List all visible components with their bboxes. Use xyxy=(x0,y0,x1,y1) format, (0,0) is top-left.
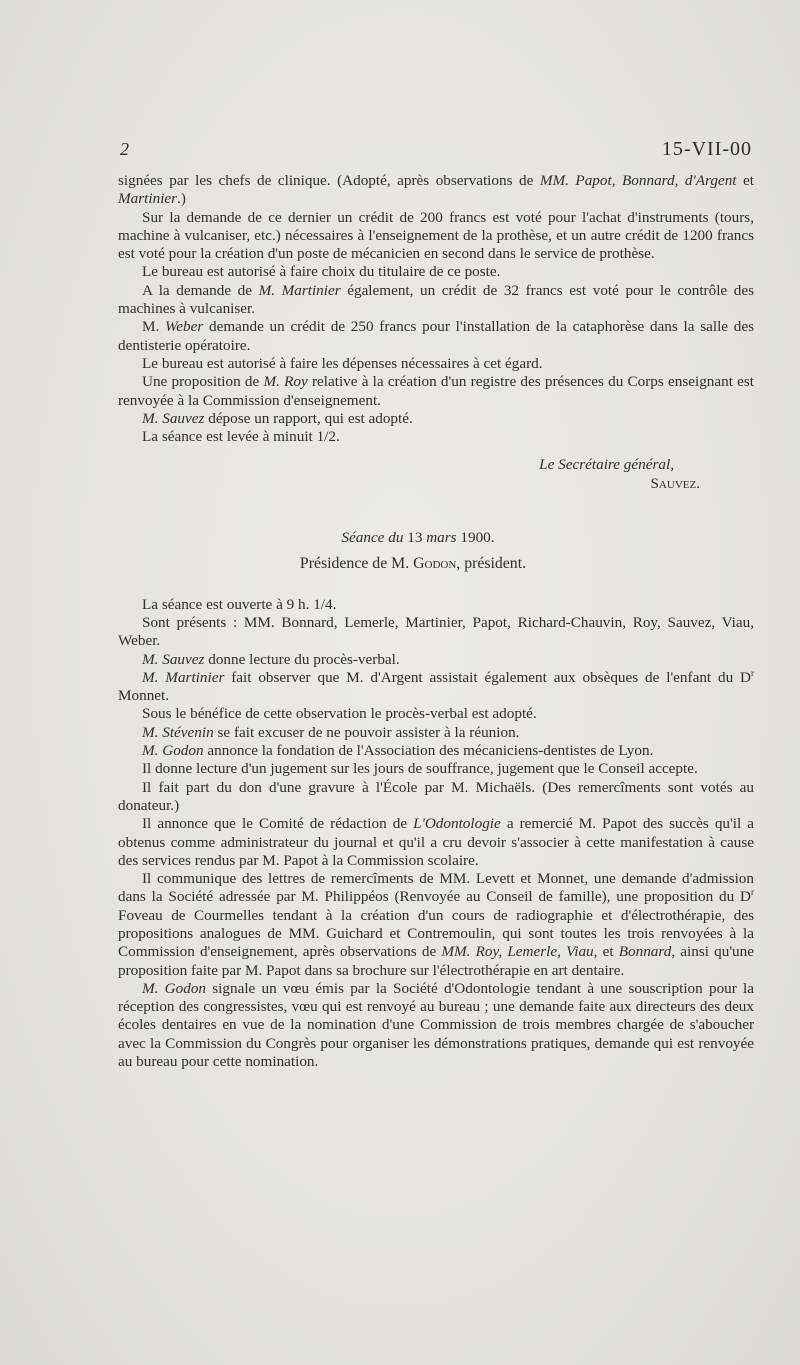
name-italic: M. Martinier xyxy=(142,668,225,686)
text: 13 xyxy=(407,529,423,547)
text: également, un crédit de 32 francs est voté pour le contrôle des machines à vulcaniser. xyxy=(118,281,754,318)
superscript: r xyxy=(751,887,754,898)
text: mars xyxy=(422,529,461,547)
name-italic: Bonnard xyxy=(618,943,672,961)
paragraph: La séance est levée à minuit 1/2. xyxy=(142,428,340,446)
signature-name: Sauvez. xyxy=(650,474,700,492)
text: Monnet. xyxy=(118,687,170,705)
name-italic: M. Sauvez xyxy=(142,409,205,427)
text: Une proposition de xyxy=(142,373,264,391)
paragraph: Sous le bénéfice de cette observation le procès-verbal est adopté. xyxy=(142,705,537,723)
page-header xyxy=(120,138,752,161)
page-body xyxy=(118,172,754,1071)
paragraph xyxy=(118,318,754,355)
names-italic: MM. Papot, Bonnard, d'Argent xyxy=(539,172,737,189)
text: dépose un rapport, qui est adopté. xyxy=(204,409,413,427)
text: annonce la fondation de l'Association des mécaniciens-dentistes de Lyon. xyxy=(203,742,654,760)
paragraph xyxy=(118,373,754,410)
superscript: r xyxy=(751,667,754,678)
signature-role: Le Secrétaire général, xyxy=(539,456,674,474)
paragraph: La séance est ouverte à 9 h. 1/4. xyxy=(142,595,337,613)
text: 1900. xyxy=(460,529,495,547)
name-italic: M. Godon xyxy=(142,979,207,997)
paragraph xyxy=(118,870,754,980)
paragraph xyxy=(118,282,754,319)
text: .) xyxy=(177,190,186,208)
text: signées par les chefs de clinique. (Adopté, après observations de xyxy=(118,172,540,189)
text: Séance du xyxy=(341,529,408,547)
text: , ainsi qu'une proposition faite par M. Papot dans sa brochure sur l'électrothérapie en art dentaire. xyxy=(118,943,754,979)
text: M. xyxy=(142,318,166,336)
text: Il annonce que le Comité de rédaction de xyxy=(142,815,414,833)
text: demande un crédit de 250 francs pour l'installation de la cataphorèse dans la salle des dentisterie opératoire. xyxy=(118,318,754,354)
text: relative à la création d'un registre des présences du Corps enseignant est renvoyée à la Commission d'enseignement. xyxy=(118,373,755,409)
text: , président. xyxy=(456,555,527,573)
names-italic: MM. Roy, Lemerle, Viau xyxy=(441,943,594,961)
text: A la demande de xyxy=(142,281,259,299)
text: Présidence de M. xyxy=(299,555,414,573)
name-italic: M. Martinier xyxy=(258,281,341,299)
text: donne lecture du procès-verbal. xyxy=(204,650,400,668)
paragraph xyxy=(118,410,754,428)
text: Il communique des lettres de remercîments de MM. Levett et Monnet, une demande d'admission dans la Société adressée par M. Philippéos (Renvoyée au Conseil de famille), une proposition du D xyxy=(118,870,754,906)
name-italic: Weber xyxy=(165,318,204,336)
text: a remercié M. Papot des succès qu'il a obtenus comme administrateur du journal et qu'il a cru devoir s'associer à cette manifestation à cause des services rendus par M. Papot à la Commission scolaire. xyxy=(118,815,754,869)
header-date: 15-VII-00 xyxy=(661,138,752,160)
session-title xyxy=(82,529,754,547)
paragraph xyxy=(118,742,754,760)
paragraph: Sur la demande de ce dernier un crédit de 200 francs est voté pour l'achat d'instruments (tours, machine à vulcaniser, etc.) nécessaires à l'enseignement de la prothèse, et un autre crédit de 1200 francs est voté pour la création d'un poste de mécanicien en second dans le service de prothèse. xyxy=(118,208,754,263)
president-name: Godon xyxy=(413,555,457,573)
page-number: 2 xyxy=(120,139,130,159)
text: se fait excuser de ne pouvoir assister à la réunion. xyxy=(213,723,520,741)
name-italic: Martinier xyxy=(118,190,178,208)
name-italic: M. Sauvez xyxy=(142,650,205,668)
paragraph xyxy=(118,669,754,706)
paragraph xyxy=(118,651,754,669)
name-italic: M. Stévenin xyxy=(142,723,214,741)
name-italic: M. Roy xyxy=(263,373,308,391)
text: et xyxy=(736,172,754,189)
paragraph: Sont présents : MM. Bonnard, Lemerle, Martinier, Papot, Richard-Chauvin, Roy, Sauvez, Viau, Weber. xyxy=(118,613,754,650)
text: fait observer que M. d'Argent assistait également aux obsèques de l'enfant du D xyxy=(224,668,751,686)
journal-title: L'Odontologie xyxy=(413,815,501,833)
paragraph: Le bureau est autorisé à faire choix du titulaire de ce poste. xyxy=(142,263,501,281)
text: signale un vœu émis par la Société d'Odontologie tendant à une souscription pour la réception des congressistes, vœu qui est renvoyé au bureau ; une demande faite aux directeurs des deux écoles dentaires en vue de la nomination d'une Commission de trois membres chargée de s'aboucher avec la Commission du Congrès pour organiser les démonstrations pratiques, demande qui est renvoyée au bureau pour cette nomination. xyxy=(118,979,755,1071)
paragraph xyxy=(118,172,754,209)
text: , et xyxy=(593,943,619,961)
signature-block xyxy=(118,456,700,493)
text: Foveau de Courmelles tendant à la création d'un cours de radiographie et d'électrothérapie, des propositions analogues de MM. Guichard et Contremoulin, qui sont toutes les trois renvoyées à la Commission d'enseignement, après observations de xyxy=(118,906,754,961)
presidency-line xyxy=(72,555,754,573)
paragraph: Le bureau est autorisé à faire les dépenses nécessaires à cet égard. xyxy=(142,354,543,372)
paragraph xyxy=(118,980,754,1071)
paragraph xyxy=(118,815,754,870)
paragraph: Il fait part du don d'une gravure à l'École par M. Michaëls. (Des remercîments sont votés au donateur.) xyxy=(118,778,754,814)
paragraph xyxy=(118,724,754,742)
paragraph: Il donne lecture d'un jugement sur les jours de souffrance, jugement que le Conseil accepte. xyxy=(142,760,698,778)
name-italic: M. Godon xyxy=(142,742,204,760)
